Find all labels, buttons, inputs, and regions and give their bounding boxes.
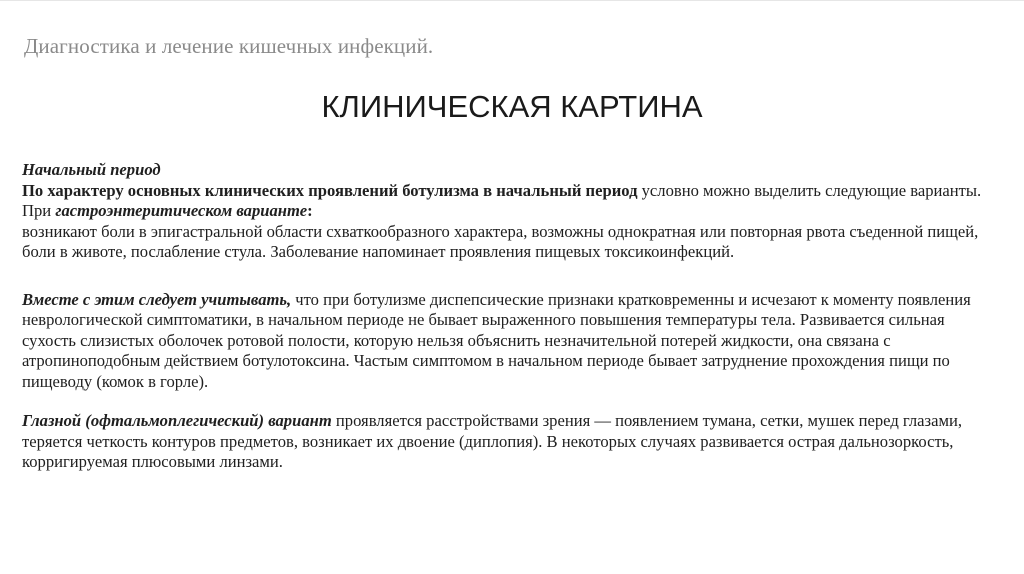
variant1-name: гастроэнтеритическом варианте xyxy=(55,201,308,220)
intro-bold-text: По характеру основных клинических проявлений ботулизма в начальный период xyxy=(22,180,638,200)
variant1-paragraph: возникают боли в эпигастральной области схваткообразного характера, возможны однократная или повторная рвота съеденной пищей, боли в животе, послабление стула. Заболевание напоминает проявления пищевых токсикоинфекций. xyxy=(22,221,979,261)
period-heading xyxy=(22,160,1002,181)
variant1-colon: : xyxy=(307,201,313,220)
slide-subtitle: Диагностика и лечение кишечных инфекций. xyxy=(24,34,434,58)
spacer xyxy=(22,263,1002,290)
note-body-text: что при ботулизме диспепсические признаки кратковременны и исчезают к моменту появления неврологической симптоматики, в начальном периоде не бывает выраженного повышения температуры тела. Развивается сильная сухость слизистых оболочек ротовой полости, которую нельзя объяснить незначительной потерей жидкости, она связана с атропиноподобным действием ботулотоксина. Частым симптомом в начальном периоде бывает затруднение прохождения пищи по пищеводу (комок в горле). xyxy=(22,289,971,391)
slide-top-border xyxy=(0,0,1024,1)
slide-body xyxy=(22,160,1002,473)
intro-paragraph xyxy=(22,181,1002,202)
eye-variant-paragraph xyxy=(22,411,1002,473)
note-paragraph xyxy=(22,290,1002,393)
slide-title: КЛИНИЧЕСКАЯ КАРТИНА xyxy=(321,89,703,124)
intro-rest-text: условно можно выделить следующие варианты. xyxy=(637,180,982,200)
variant1-heading xyxy=(22,201,1002,222)
eye-variant-text: проявляется расстройствами зрения — появлением тумана, сетки, мушек перед глазами, теряется четкость контуров предметов, возникает их двоение (диплопия). В некоторых случаях развивается острая дальнозоркость, корригируемая плюсовыми линзами. xyxy=(22,411,962,471)
spacer xyxy=(22,392,1002,411)
eye-variant-lead: Глазной (офтальмоплегический) вариант xyxy=(22,411,332,430)
note-lead-text: Вместе с этим следует учитывать, xyxy=(22,289,292,309)
period-heading-text: Начальный период xyxy=(22,160,161,179)
variant1-prefix: При xyxy=(22,201,56,220)
